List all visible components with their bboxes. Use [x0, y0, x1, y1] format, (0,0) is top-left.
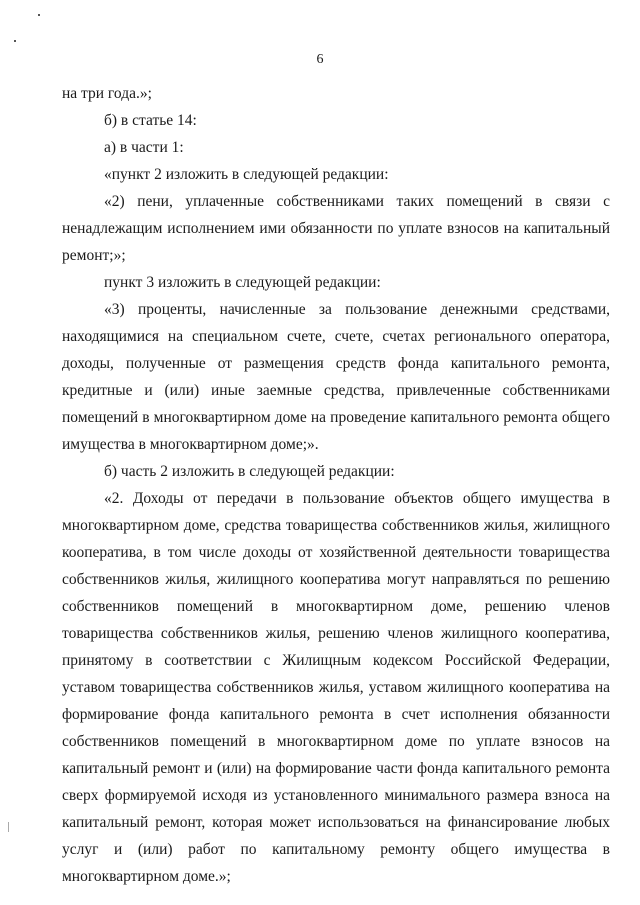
paragraph: а) в части 1:: [104, 139, 184, 156]
scan-mark-left: [14, 40, 16, 42]
paragraph: б) часть 2 изложить в следующей редакции:: [104, 463, 395, 480]
document-body: [62, 80, 610, 890]
page-number: 6: [316, 52, 324, 67]
paragraph: «3) проценты, начисленные за пользование денежными средствами, находящимися на специальном счете, счете, счетах регионального оператора, доходы, полученные от размещения средств фонда капитального ремонта, кредитные и (или) иные заемные средства, привлеченные собственниками помещений в многоквартирном доме на проведение капитального ремонта общего имущества в многоквартирном доме;».: [62, 301, 610, 453]
paragraph: пункт 3 изложить в следующей редакции:: [104, 274, 381, 291]
paragraph: «2. Доходы от передачи в пользование объектов общего имущества в многоквартирном доме, средства товарищества собственников жилья, жилищного кооператива, в том числе доходы от хозяйственной деятельности товарищества собственников жилья, жилищного кооператива могут направляться по решению собственников помещений в многоквартирном доме, решению членов товарищества собственников жилья, решению членов жилищного кооператива, принятому в соответствии с Жилищным кодексом Российской Федерации, уставом товарищества собственников жилья, уставом жилищного кооператива на формирование фонда капитального ремонта в счет исполнения обязанности собственников помещений в многоквартирном доме по уплате взносов на капитальный ремонт и (или) на формирование части фонда капитального ремонта сверх формируемой исходя из установленного минимального размера взноса на капитальный ремонт, которая может использоваться на финансирование любых услуг и (или) работ по капитальному ремонту общего имущества в многоквартирном доме.»;: [62, 490, 610, 885]
paragraph: «пункт 2 изложить в следующей редакции:: [104, 166, 389, 183]
paragraph: б) в статье 14:: [104, 112, 197, 129]
paragraph: «2) пени, уплаченные собственниками таких помещений в связи с ненадлежащим исполнением ими обязанности по уплате взносов на капитальный ремонт;»;: [62, 193, 610, 264]
scan-mark-top: [38, 14, 40, 16]
scan-mark-bottom: [8, 822, 9, 832]
paragraph: на три года.»;: [62, 85, 152, 102]
